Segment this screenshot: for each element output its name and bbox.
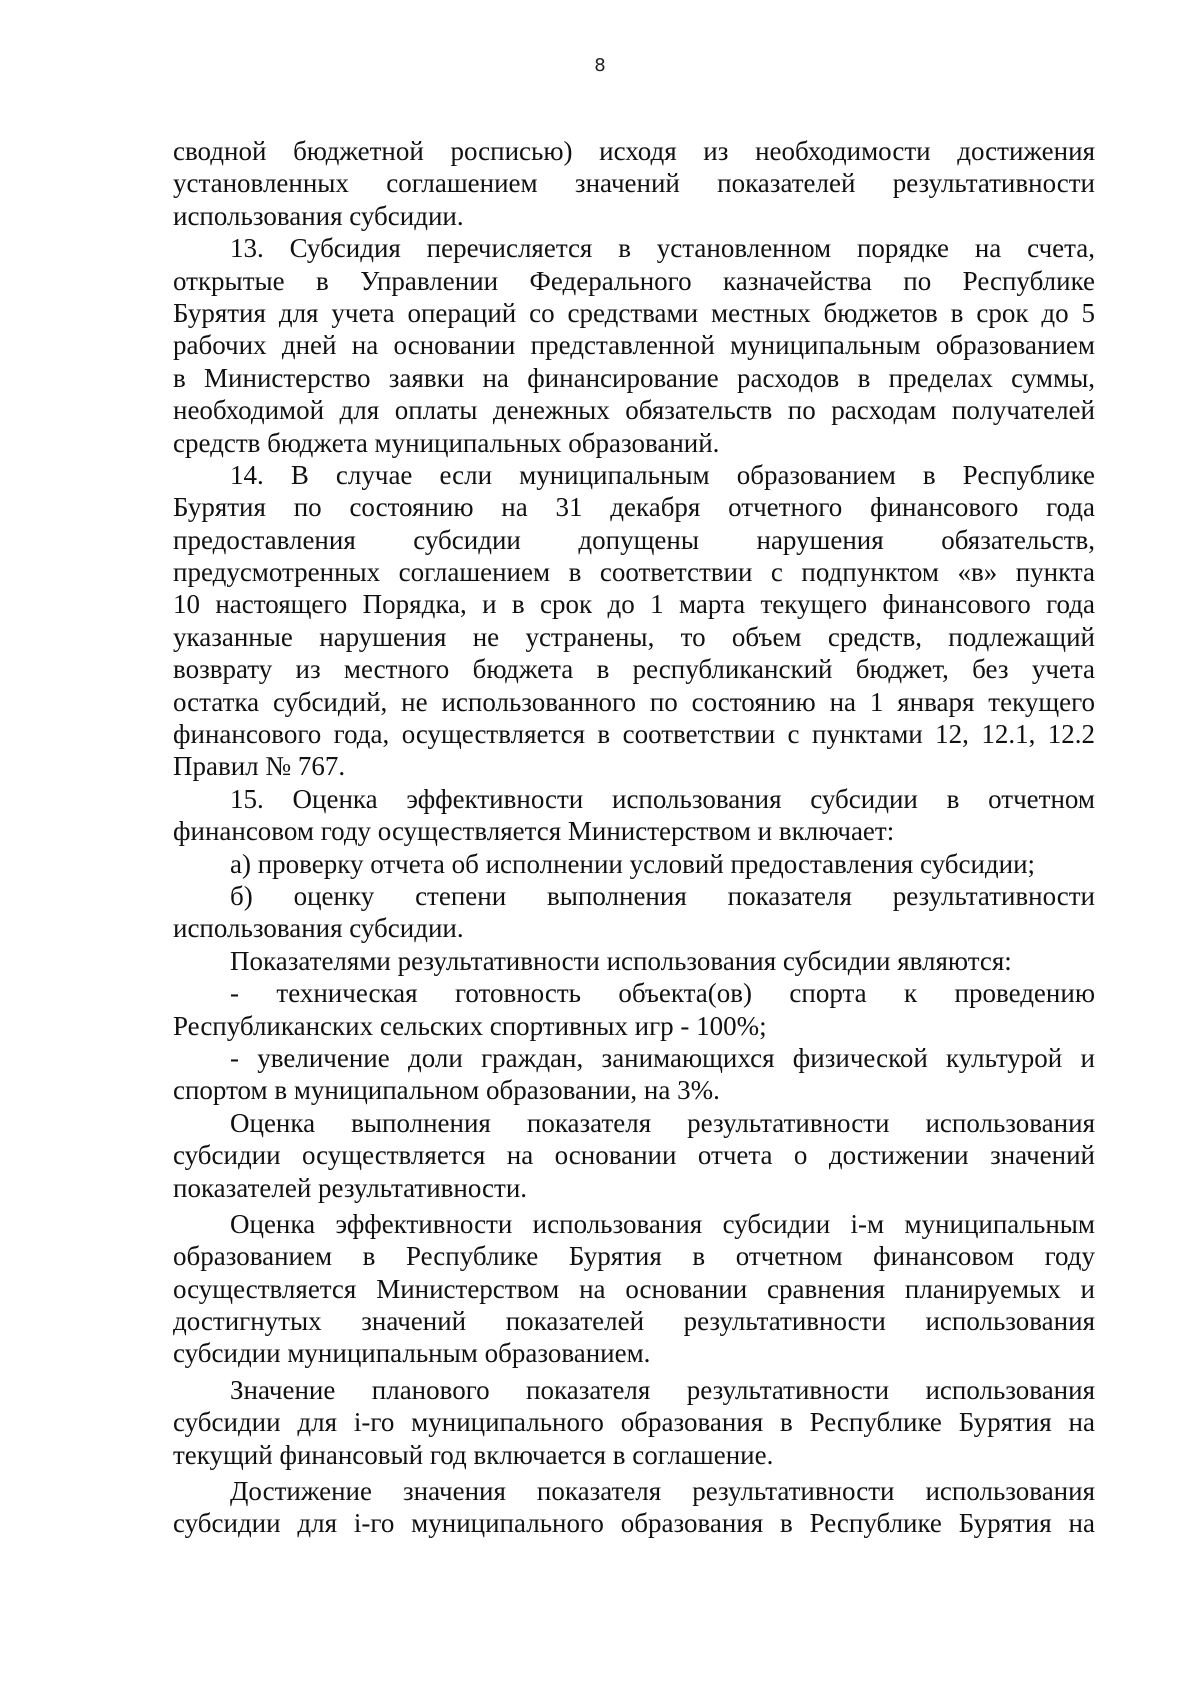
text-line: - увеличение доли граждан, занимающихся физической культурой и — [230, 1042, 1095, 1073]
text-line: субсидии для i-го муниципального образования в Республике Бурятия на — [173, 1508, 1095, 1539]
text-line: Показателями результативности использования субсидии являются: — [230, 945, 1012, 976]
text-line: Правил № 767. — [173, 751, 346, 782]
text-line: предоставления субсидии допущены нарушения обязательств, — [173, 524, 1095, 555]
text-line: б) оценку степени выполнения показателя результативности — [230, 880, 1095, 911]
text-line: Бурятия по состоянию на 31 декабря отчетного финансового года — [173, 492, 1095, 523]
document-body — [173, 135, 1095, 1540]
text-line: Оценка эффективности использования субсидии i-м муниципальным — [230, 1208, 1095, 1239]
text-line: субсидии для i-го муниципального образования в Республике Бурятия на — [173, 1407, 1095, 1438]
text-line: 14. В случае если муниципальным образованием в Республике — [230, 459, 1095, 490]
text-line: Бурятия для учета операций со средствами местных бюджетов в срок до 5 — [173, 297, 1095, 328]
text-line: открытые в Управлении Федерального казначейства по Республике — [173, 265, 1095, 296]
text-line: 15. Оценка эффективности использования субсидии в отчетном — [230, 783, 1095, 814]
text-line: рабочих дней на основании представленной муниципальным образованием — [173, 330, 1095, 361]
text-line: осуществляется Министерством на основании сравнения планируемых и — [173, 1273, 1095, 1304]
page-number: 8 — [594, 55, 606, 76]
text-line: использования субсидии. — [173, 200, 464, 231]
text-line: сводной бюджетной росписью) исходя из необходимости достижения — [173, 136, 1095, 166]
text-line: необходимой для оплаты денежных обязательств по расходам получателей — [173, 395, 1095, 426]
text-line: использования субсидии. — [173, 913, 464, 944]
text-line: показателей результативности. — [173, 1172, 528, 1203]
text-line: образованием в Республике Бурятия в отчетном финансовом году — [173, 1241, 1095, 1272]
text-line: достигнутых значений показателей результативности использования — [173, 1306, 1095, 1337]
text-line: 10 настоящего Порядка, и в срок до 1 марта текущего финансового года — [173, 589, 1095, 620]
text-line: Значение планового показателя результативности использования — [230, 1374, 1095, 1405]
text-line: предусмотренных соглашением в соответствии с подпунктом «в» пункта — [173, 557, 1095, 588]
text-line: - техническая готовность объекта(ов) спорта к проведению — [230, 978, 1095, 1009]
text-line: субсидии осуществляется на основании отчета о достижении значений — [173, 1140, 1095, 1171]
text-line: финансового года, осуществляется в соответствии с пунктами 12, 12.1, 12.2 — [173, 719, 1095, 750]
text-line: средств бюджета муниципальных образований. — [173, 427, 720, 458]
text-line: текущий финансовый год включается в соглашение. — [173, 1439, 774, 1470]
text-line: Достижение значения показателя результативности использования — [230, 1476, 1095, 1507]
text-line: субсидии муниципальным образованием. — [173, 1338, 651, 1369]
text-line: финансовом году осуществляется Министерством и включает: — [173, 816, 895, 847]
text-line: Оценка выполнения показателя результативности использования — [230, 1107, 1095, 1138]
text-line: а) проверку отчета об исполнении условий предоставления субсидии; — [230, 848, 1036, 879]
text-line: указанные нарушения не устранены, то объем средств, подлежащий — [173, 621, 1095, 652]
text-line: 13. Субсидия перечисляется в установленном порядке на счета, — [230, 233, 1095, 264]
text-line: установленных соглашением значений показателей результативности — [173, 168, 1095, 199]
text-line: спортом в муниципальном образовании, на 3%. — [173, 1075, 720, 1106]
text-line: Республиканских сельских спортивных игр - 100%; — [173, 1010, 767, 1041]
text-line: возврату из местного бюджета в республиканский бюджет, без учета — [173, 654, 1095, 685]
text-line: остатка субсидий, не использованного по состоянию на 1 января текущего — [173, 686, 1095, 717]
text-line: в Министерство заявки на финансирование расходов в пределах суммы, — [173, 362, 1095, 393]
